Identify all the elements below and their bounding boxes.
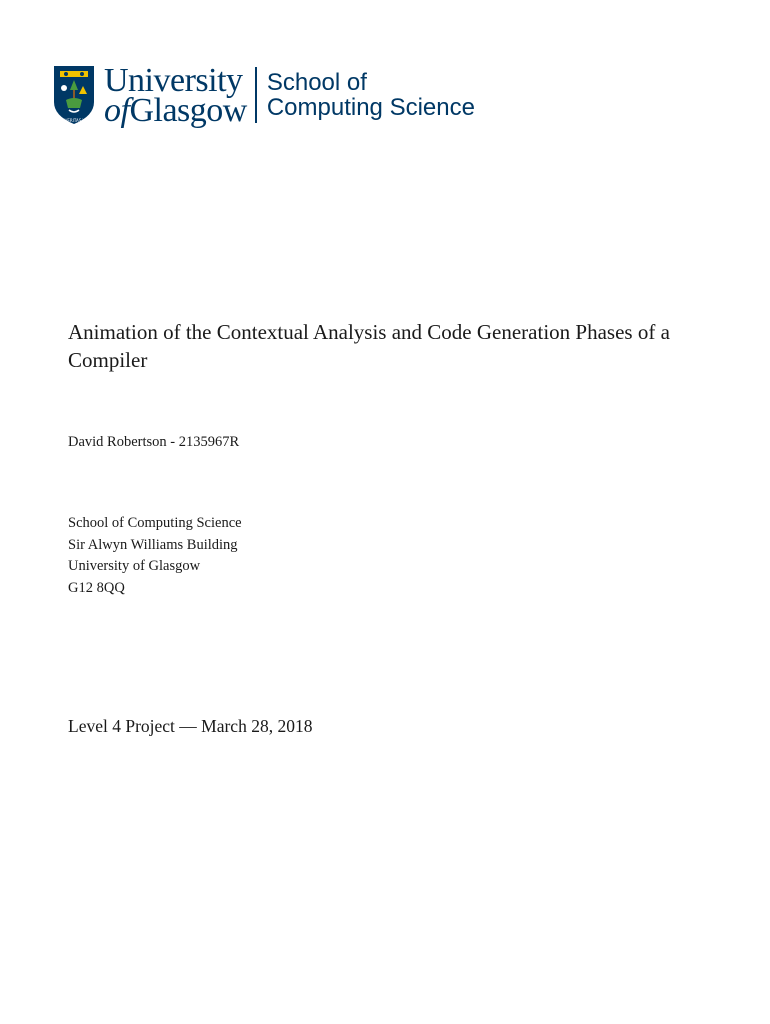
address-line: University of Glasgow bbox=[68, 558, 201, 574]
of-word: of bbox=[104, 91, 130, 129]
project-date-line: Level 4 Project — March 28, 2018 bbox=[68, 716, 313, 736]
glasgow-word: Glasgow bbox=[129, 91, 247, 129]
school-wordmark bbox=[267, 70, 475, 120]
address-line: School of Computing Science bbox=[68, 515, 242, 531]
university-logo bbox=[52, 62, 475, 128]
address-line: Sir Alwyn Williams Building bbox=[68, 536, 238, 553]
address-line: G12 8QQ bbox=[68, 579, 125, 596]
crest-motto: VIA VERITAS VITA bbox=[56, 118, 92, 123]
university-wordmark bbox=[104, 63, 247, 128]
school-line2: Computing Science bbox=[266, 94, 475, 121]
university-crest-icon bbox=[52, 64, 96, 126]
document-title: Animation of the Contextual Analysis and Code Generation Phases of a Compiler bbox=[68, 320, 670, 372]
logo-divider bbox=[255, 67, 257, 123]
of-glasgow-line bbox=[104, 91, 247, 129]
address-block bbox=[68, 513, 242, 599]
university-word: University bbox=[104, 61, 243, 99]
author-line: David Robertson - 2135967R bbox=[68, 434, 240, 450]
school-line1: School of bbox=[266, 68, 367, 96]
